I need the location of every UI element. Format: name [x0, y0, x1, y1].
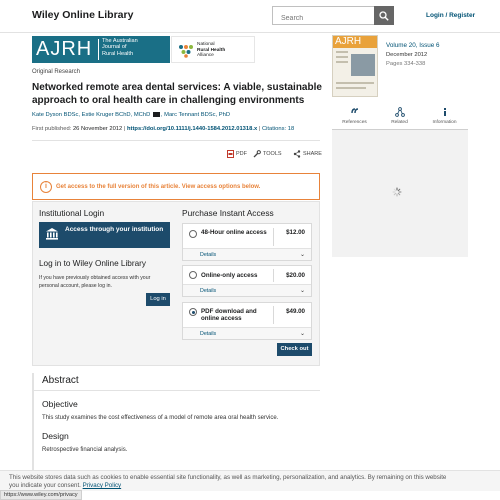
abstract-accent-bar — [32, 373, 34, 473]
option-radio-selected[interactable] — [189, 308, 197, 316]
publication-info: First published: 26 November 2012 | https://doi.org/10.1111/j.1440-1584.2012.01318.x | Citations: 18 — [32, 126, 295, 132]
details-label: Details — [200, 252, 217, 258]
banner-separator — [98, 39, 99, 60]
header-divider — [0, 32, 500, 33]
access-options-link[interactable]: View access options below. — [181, 184, 261, 190]
login-button[interactable]: Log in — [146, 293, 170, 306]
search-button[interactable] — [374, 6, 394, 25]
chevron-down-icon: ⌄ — [299, 252, 305, 258]
option-separator — [273, 228, 274, 246]
journal-cover[interactable] — [332, 35, 378, 97]
site-logo[interactable]: Wiley Online Library — [32, 9, 134, 21]
author-link[interactable]: Marc Tennant BDSc, PhD — [164, 112, 231, 119]
related-icon — [395, 107, 405, 117]
cookie-text-line-1: This website stores data such as cookies to enable essential site functionality, as well as marketing, personalization, and analytics. By remaining on this website — [9, 474, 447, 481]
issue-link[interactable]: Volume 20, Issue 6 — [386, 42, 440, 49]
objective-text: This study examines the cost effectiveness of a model of remote area oral health service. — [42, 415, 279, 421]
partner-name-line-2: Rural Health — [197, 47, 226, 53]
article-type: Original Research — [32, 69, 81, 75]
share-button[interactable] — [293, 150, 322, 158]
journal-name-line-2: Journal of — [102, 44, 127, 51]
journal-banner[interactable] — [32, 36, 170, 63]
wol-login-text: If you have previously obtained access with your personal account, please log in. — [39, 275, 151, 289]
design-text: Retrospective financial analysis. — [42, 447, 128, 453]
option-name: Online-only access — [201, 272, 258, 279]
purchase-option[interactable] — [182, 223, 312, 261]
tab-information-label: Information — [432, 120, 457, 125]
cookie-banner — [0, 470, 500, 491]
institution-icon — [45, 227, 59, 241]
tools-label: TOOLS — [263, 151, 282, 157]
journal-abbr: AJRH — [36, 38, 93, 60]
first-published-date: 26 November 2012 — [72, 126, 123, 132]
details-label: Details — [200, 288, 217, 294]
chevron-down-icon: ⌄ — [299, 288, 305, 294]
option-details-toggle[interactable] — [183, 248, 311, 260]
share-icon — [293, 150, 301, 158]
purchase-access-title: Purchase Instant Access — [182, 208, 274, 218]
checkout-button[interactable]: Check out — [277, 343, 312, 356]
citations-link[interactable]: Citations: 18 — [261, 126, 295, 132]
author-list: Kate Dyson BDSc, Estie Kruger BChD, MChD , Marc Tennant BDSc, PhD — [32, 112, 231, 119]
journal-name-line-1: The Australian — [102, 38, 138, 44]
pdf-icon — [227, 150, 234, 158]
institution-access-label: Access through your institution — [65, 226, 164, 233]
issue-date: December 2012 — [386, 52, 428, 58]
option-radio[interactable] — [189, 230, 197, 238]
side-tabs — [332, 104, 468, 128]
journal-name — [102, 38, 168, 57]
author-link[interactable]: Estie Kruger BChD, MChD — [81, 112, 151, 119]
email-icon[interactable] — [153, 112, 160, 117]
tab-information[interactable] — [422, 104, 467, 128]
article-title: Networked remote area dental services: A viable, sustainable approach to oral health care in challenging environments — [32, 82, 322, 106]
purchase-option[interactable] — [182, 265, 312, 297]
option-separator — [273, 306, 274, 324]
search-input[interactable] — [273, 10, 373, 27]
design-heading: Design — [42, 431, 69, 441]
option-details-toggle[interactable] — [183, 327, 311, 339]
partner-name-line-3: Alliance — [197, 53, 214, 59]
journal-name-line-3: Rural Health — [102, 50, 134, 57]
option-price: $49.00 — [286, 308, 305, 315]
partner-dots-icon — [178, 44, 194, 58]
share-label: SHARE — [303, 151, 322, 157]
information-icon — [440, 107, 450, 117]
purchase-option[interactable] — [182, 302, 312, 340]
loading-spinner-icon — [392, 187, 402, 197]
tab-related[interactable] — [377, 104, 422, 128]
login-register-link[interactable]: Login / Register — [426, 12, 476, 19]
cookie-text-line-2 — [9, 482, 121, 489]
first-published-label: First published: — [32, 126, 72, 132]
details-label: Details — [200, 331, 217, 337]
partner-name-line-1: National — [197, 42, 215, 47]
tab-references-label: References — [342, 120, 367, 125]
issue-pages: Pages 334-338 — [386, 61, 426, 67]
institutional-login-title: Institutional Login — [39, 208, 105, 218]
cover-image — [351, 54, 375, 76]
option-name: 48-Hour online access — [201, 229, 267, 236]
tools-button[interactable] — [253, 150, 282, 158]
option-price: $20.00 — [286, 272, 305, 279]
browser-status-url: https://www.wiley.com/privacy — [0, 490, 82, 500]
partner-logo[interactable] — [171, 36, 255, 63]
references-icon — [350, 107, 360, 117]
access-message — [56, 184, 260, 190]
chevron-down-icon: ⌄ — [299, 331, 305, 337]
option-name: PDF download and online access — [201, 308, 257, 322]
cookie-consent-text: you indicate your consent. — [9, 482, 81, 489]
option-separator — [273, 269, 274, 282]
site-header — [0, 0, 500, 32]
meta-divider — [32, 140, 320, 141]
objective-heading: Objective — [42, 399, 78, 409]
privacy-policy-link[interactable]: Privacy Policy — [82, 482, 122, 489]
search-box — [272, 6, 394, 25]
option-radio[interactable] — [189, 271, 197, 279]
pdf-label: PDF — [236, 151, 247, 157]
tab-references[interactable] — [332, 104, 377, 128]
partner-name — [197, 42, 225, 59]
cover-abbr: AJRH — [335, 36, 362, 47]
search-icon — [379, 11, 389, 21]
abstract-divider — [34, 390, 320, 391]
author-link[interactable]: Kate Dyson BDSc — [32, 112, 79, 119]
pdf-button[interactable] — [227, 150, 247, 158]
info-icon: i — [40, 181, 52, 193]
doi-link[interactable]: https://doi.org/10.1111/j.1440-1584.2012.01318.x — [127, 126, 258, 132]
abstract-title: Abstract — [42, 375, 79, 386]
access-message-text: Get access to the full version of this article. — [56, 184, 181, 190]
institution-access-button[interactable] — [39, 222, 170, 248]
option-details-toggle[interactable] — [183, 284, 311, 296]
option-price: $12.00 — [286, 229, 305, 236]
access-notice — [32, 173, 320, 200]
wrench-icon — [253, 150, 261, 158]
wol-login-title: Log in to Wiley Online Library — [39, 259, 146, 268]
tab-related-label: Related — [391, 120, 408, 125]
